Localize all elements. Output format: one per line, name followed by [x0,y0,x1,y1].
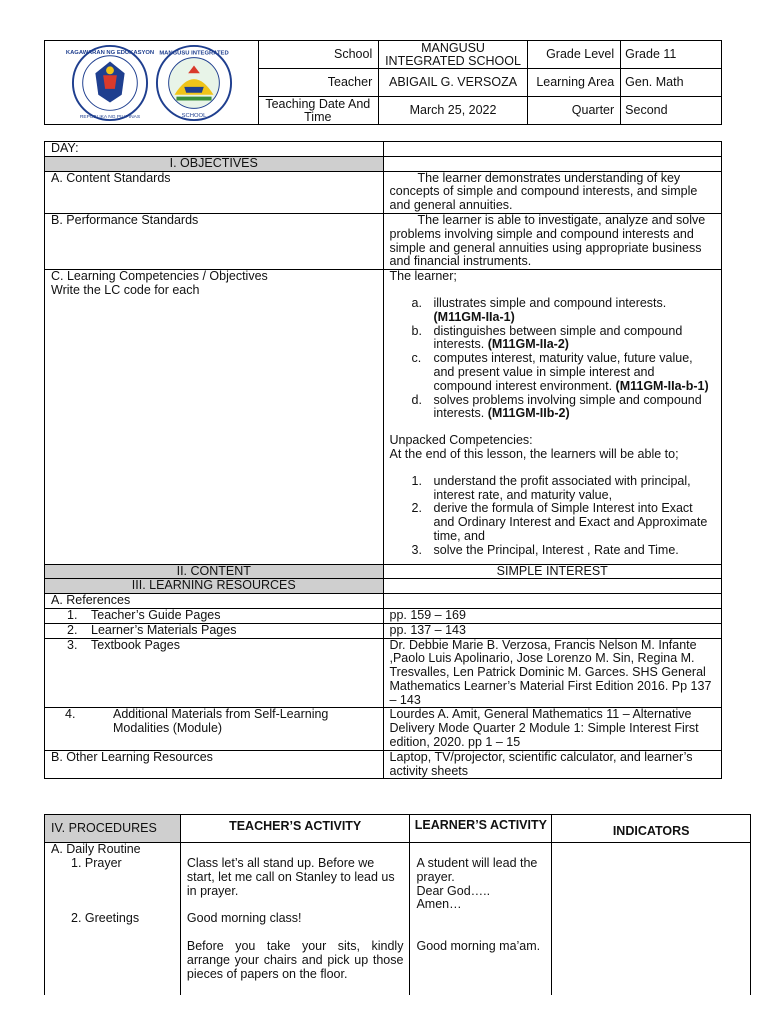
school-value: MANGUSU INTEGRATED SCHOOL [379,41,528,69]
quarter-value: Second [621,97,722,125]
prayer-learner-text-1: A student will lead the prayer. [416,856,538,884]
learning-competencies-label [45,270,384,564]
indicators-heading: INDICATORS [552,815,751,843]
learning-area-label: Learning Area [527,69,620,97]
content-standards-label: A. Content Standards [45,171,384,213]
header-table [44,40,722,125]
grade-level-value: Grade 11 [621,41,722,69]
tg-pages-value: pp. 159 – 169 [383,608,722,623]
greetings-teacher-text-1: Good morning class! [186,911,302,926]
competencies-label: C. Learning Competencies / Objectives [51,269,268,284]
performance-standards-label: B. Performance Standards [45,213,384,269]
day-value [383,142,722,157]
unpacked-item: 1. understand the profit associated with principal, interest rate, and maturity value, [411,473,691,502]
greetings-label: 2. Greetings [71,910,140,925]
svg-text:REPUBLIKA NG PILIPINAS: REPUBLIKA NG PILIPINAS [79,114,140,120]
greetings-learner-text: Good morning ma’am. [416,939,541,954]
learning-resources-blank [383,579,722,594]
tg-pages-label: 1. Teacher’s Guide Pages [45,608,384,623]
teacher-label: Teacher [259,69,379,97]
prayer-learner-text-3: Amen… [416,897,462,912]
content-value: SIMPLE INTEREST [383,564,722,579]
learning-resources-heading: III. LEARNING RESOURCES [45,579,384,594]
day-label: DAY: [45,142,384,157]
competency-item: c. computes interest, maturity value, future value, and present value in simple interest and compound interest environment. (M11GM-IIa-b-1) [411,351,709,393]
competency-code: (M11GM-IIb-2) [487,406,570,421]
competency-item: a. illustrates simple and compound interests. (M11GM-IIa-1) [411,295,667,324]
unpacked-intro: At the end of this lesson, the learners will be able to; [389,446,679,461]
additional-materials-value: Lourdes A. Amit, General Mathematics 11 – Alternative Delivery Mode Quarter 2 Module 1: Simple Interest First edition, 2020. pp 1 – 15 [383,708,722,750]
procedures-table [44,814,751,995]
competency-list [390,297,716,421]
references-label: A. References [45,594,384,609]
teaching-date-value: March 25, 2022 [379,97,528,125]
performance-standards-text: The learner is able to investigate, analyze and solve problems involving simple and compound interests and simple and general annuities using appropriate business and financial instruments. [383,213,722,269]
prayer-learner-text-2: Dear God….. [416,883,491,898]
competencies-intro: The learner; [389,269,457,284]
references-blank [383,594,722,609]
greetings-teacher-text-2: Before you take your sits, kindly arrange your chairs and pick up those pieces of papers on the floor. [186,939,404,981]
unpacked-title: Unpacked Competencies: [389,433,533,448]
teacher-activity-heading: TEACHER’S ACTIVITY [180,815,410,843]
learner-activity-heading: LEARNER’S ACTIVITY [410,815,552,843]
competency-code: (M11GM-IIa-2) [487,337,569,352]
competency-item: d. solves problems involving simple and compound interests. (M11GM-IIb-2) [411,392,702,421]
learning-area-value: Gen. Math [621,69,722,97]
learner-activity-cell [410,843,552,996]
content-standards-text: The learner demonstrates understanding of key concepts of simple and compound interests, and simple and general annuities. [383,171,722,213]
teacher-activity-cell [180,843,410,996]
teaching-date-label: Teaching Date And Time [259,97,379,125]
logos-cell [45,41,259,125]
other-resources-value: Laptop, TV/projector, scientific calculator, and learner’s activity sheets [383,750,722,779]
textbook-pages-label: 3. Textbook Pages [45,638,384,708]
prayer-label: 1. Prayer [71,855,122,870]
content-heading: II. CONTENT [45,564,384,579]
learning-competencies-content [383,270,722,564]
daily-routine-label: A. Daily Routine [51,842,141,856]
lm-pages-value: pp. 137 – 143 [383,623,722,638]
lesson-plan-table [44,141,722,779]
school-label: School [259,41,379,69]
competency-item: b. distinguishes between simple and compound interests. (M11GM-IIa-2) [411,323,683,352]
competency-code: (M11GM-IIa-b-1) [615,378,709,393]
additional-materials-label: 4. Additional Materials from Self-Learning Modalities (Module) [45,708,384,750]
unpacked-item: 3. solve the Principal, Interest , Rate and Time. [411,542,679,557]
procedures-heading: IV. PROCEDURES [45,815,181,843]
competencies-sublabel: Write the LC code for each [51,282,200,297]
objectives-heading: I. OBJECTIVES [45,156,384,171]
procedures-steps [45,843,181,996]
deped-seal-icon [65,44,154,122]
prayer-teacher-text: Class let’s all stand up. Before we start, let me call on Stanley to lead us in prayer. [186,856,395,898]
svg-text:KAGAWARAN NG EDUKASYON: KAGAWARAN NG EDUKASYON [65,49,154,56]
grade-level-label: Grade Level [527,41,620,69]
unpacked-item: 2. derive the formula of Simple Interest into Exact and Ordinary Interest and Exact and Approximate time, and [411,501,708,543]
svg-text:SCHOOL: SCHOOL [181,112,207,119]
svg-text:MANGUSU INTEGRATED: MANGUSU INTEGRATED [158,50,229,57]
lm-pages-label: 2. Learner’s Materials Pages [45,623,384,638]
quarter-label: Quarter [527,97,620,125]
indicators-cell [552,843,751,996]
objectives-blank [383,156,722,171]
other-resources-label: B. Other Learning Resources [45,750,384,779]
competency-code: (M11GM-IIa-1) [433,309,515,324]
teacher-value: ABIGAIL G. VERSOZA [379,69,528,97]
school-logo-icon [155,44,233,122]
textbook-pages-value: Dr. Debbie Marie B. Verzosa, Francis Nelson M. Infante ,Paolo Luis Apolinario, Jose Lorenzo M. Sin, Regina M. Tresvalles, Len Patrick Dominic M. Garces. SHS General Mathematics Learner’s Material First Edition 2016. Pp 137 – 143 [383,638,722,708]
unpacked-list [390,475,716,558]
